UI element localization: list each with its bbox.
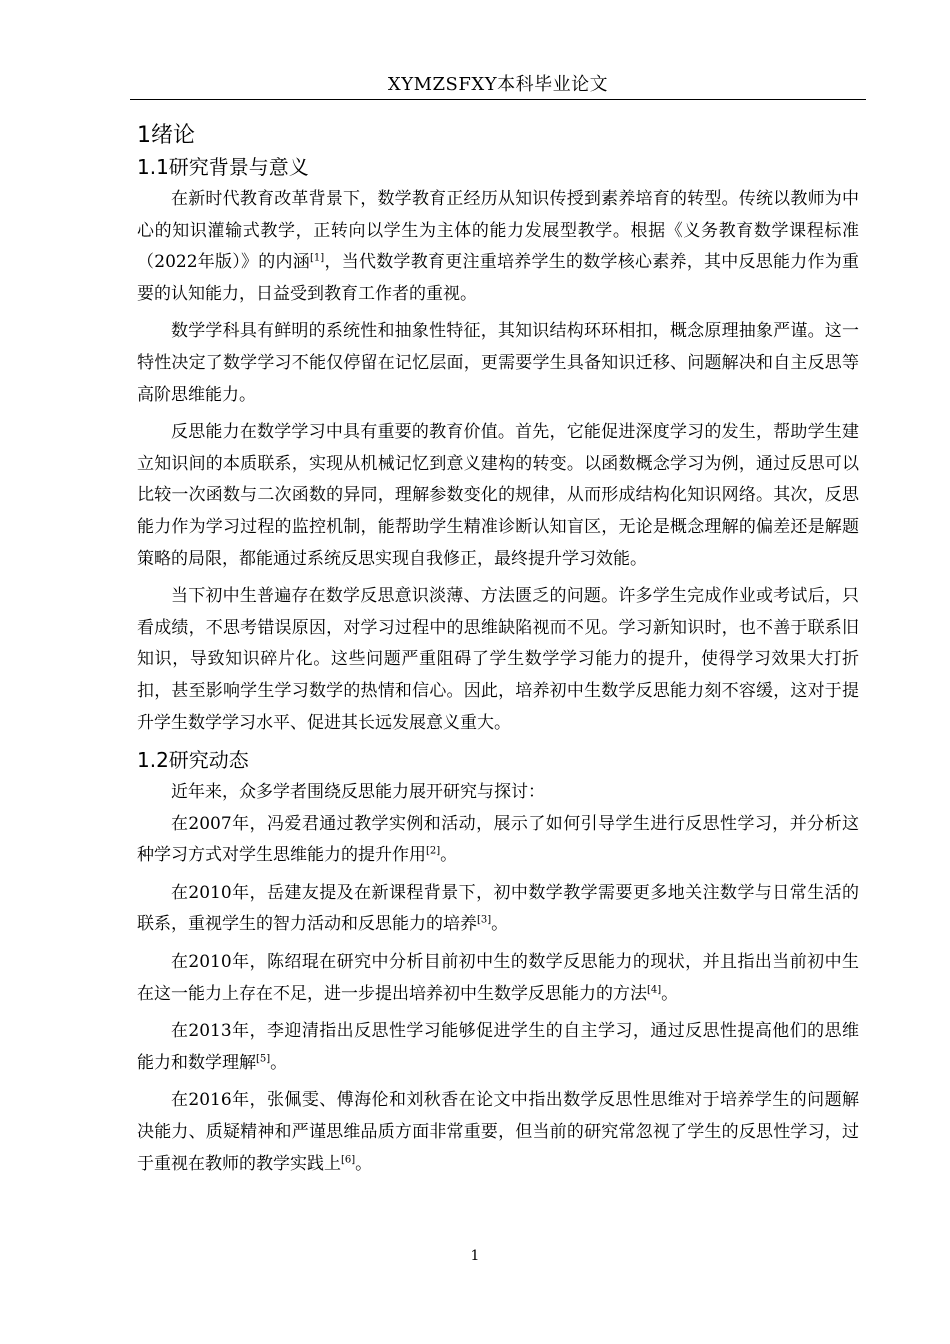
page-number: 1	[470, 1248, 480, 1264]
paragraph-text: 。	[270, 1052, 288, 1073]
citation-ref: [3]	[477, 914, 492, 926]
body-content	[137, 118, 859, 1180]
paragraph-text: 在2010年，陈绍琨在研究中分析目前初中生的数学反思能力的现状，并且指出当前初中生在这一能力上存在不足，进一步提出培养初中生数学反思能力的方法	[137, 952, 859, 1004]
chapter-title: 1绪论	[137, 123, 195, 148]
paragraph-text: 在2007年，冯爱君通过教学实例和活动，展示了如何引导学生进行反思性学习，并分析这种学习方式对学生思维能力的提升作用	[137, 813, 859, 866]
paragraph	[137, 878, 859, 941]
paragraph: 反思能力在数学学习中具有重要的教育价值。首先，它能促进深度学习的发生，帮助学生建立知识间的本质联系，实现从机械记忆到意义建构的转变。以函数概念学习为例，通过反思可以比较一次函数与二次函数的异同，理解参数变化的规律，从而形成结构化知识网络。其次，反思能力作为学习过程的监控机制，能帮助学生精准诊断认知盲区，无论是概念理解的偏差还是解题策略的局限，都能通过系统反思实现自我修正，最终提升学习效能。	[137, 422, 859, 569]
paragraph-text: 。	[491, 914, 509, 935]
paragraph	[137, 809, 859, 872]
citation-ref: [1]	[310, 252, 325, 264]
paragraph-text: 在2016年，张佩雯、傅海伦和刘秋香在论文中指出数学反思性思维对于培养学生的问题解决能力、质疑精神和严谨思维品质方面非常重要，但当前的研究常忽视了学生的反思性学习，过于重视在教师的教学实践上	[137, 1090, 859, 1174]
citation-ref: [5]	[256, 1053, 271, 1065]
paragraph-text: 在新时代教育改革背景下，数学教育正经历从知识传授到素养培育的转型。传统以教师为中心的知识灌输式教学，正转向以学生为主体的能力发展型教学。根据《义务教育数学课程标准（2022年版）》的内涵	[137, 189, 859, 273]
paragraph-text: ，当代数学教育更注重培养学生的数学核心素养，其中反思能力作为重要的认知能力，日益受到教育工作者的重视。	[137, 252, 860, 304]
page-header: XYMZSFXY本科毕业论文	[387, 74, 609, 95]
citation-ref: [2]	[426, 845, 441, 857]
paragraph	[137, 947, 859, 1010]
paragraph	[137, 184, 859, 310]
paragraph-text: 。	[440, 845, 458, 866]
paragraph: 近年来，众多学者围绕反思能力展开研究与探讨：	[171, 782, 545, 803]
paragraph-text: 在2013年，李迎清指出反思性学习能够促进学生的自主学习，通过反思性提高他们的思维能力和数学理解	[137, 1021, 859, 1073]
paragraph-text: 在2010年，岳建友提及在新课程背景下，初中数学教学需要更多地关注数学与日常生活的联系，重视学生的智力活动和反思能力的培养	[137, 882, 859, 935]
section-title-research: 1.2研究动态	[137, 748, 249, 773]
paragraph	[137, 1085, 859, 1180]
header-divider	[130, 99, 866, 100]
paragraph: 当下初中生普遍存在数学反思意识淡薄、方法匮乏的问题。许多学生完成作业或考试后，只看成绩，不思考错误原因，对学习过程中的思维缺陷视而不见。学习新知识时，也不善于联系旧知识，导致知识碎片化。这些问题严重阻碍了学生数学学习能力的提升，使得学习效果大打折扣，甚至影响学生学习数学的热情和信心。因此，培养初中生数学反思能力刻不容缓，这对于提升学生数学学习水平、促进其长远发展意义重大。	[137, 586, 859, 733]
citation-ref: [4]	[647, 984, 662, 995]
paragraph-text: 。	[661, 983, 679, 1004]
citation-ref: [6]	[341, 1153, 356, 1165]
section-title-background: 1.1研究背景与意义	[137, 155, 309, 179]
paragraph-text: 。	[355, 1153, 373, 1174]
paragraph	[137, 1016, 859, 1079]
paragraph: 数学学科具有鲜明的系统性和抽象性特征，其知识结构环环相扣，概念原理抽象严谨。这一特性决定了数学学习不能仅停留在记忆层面，更需要学生具备知识迁移、问题解决和自主反思等高阶思维能力。	[137, 321, 859, 405]
